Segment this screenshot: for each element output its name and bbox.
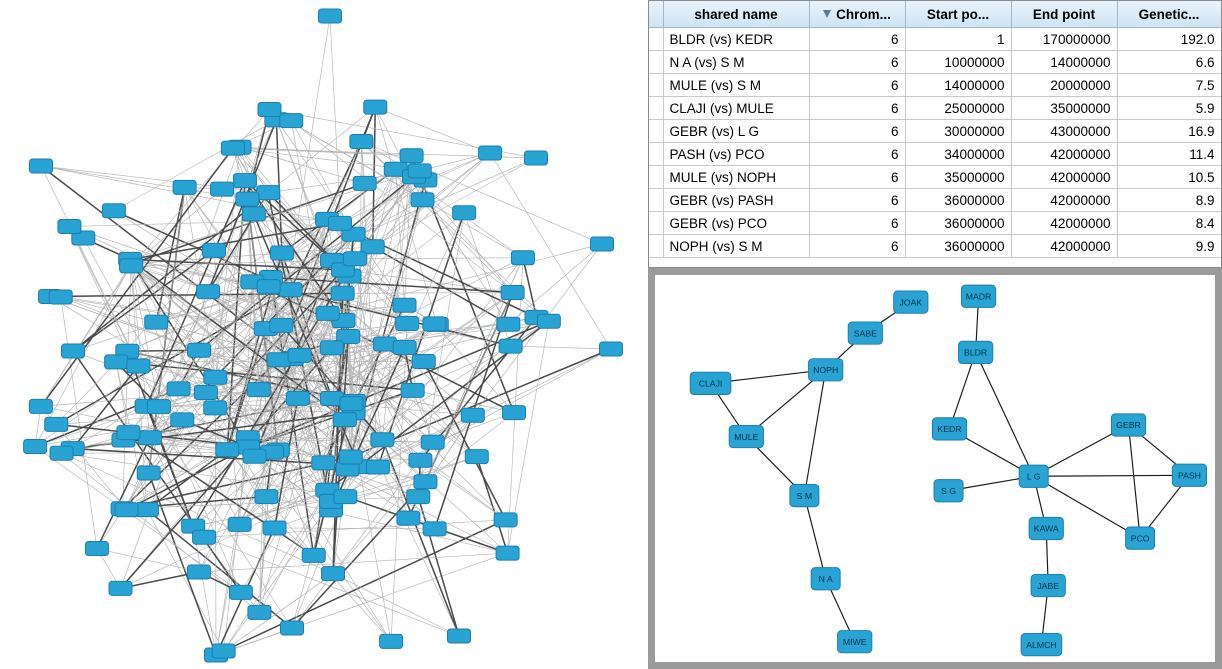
network-node[interactable] [1126, 527, 1155, 549]
cell-chrom[interactable]: 6 [809, 51, 905, 74]
network-node[interactable] [414, 475, 437, 489]
cell-shared-name[interactable]: CLAJI (vs) MULE [663, 97, 809, 120]
network-node[interactable] [221, 141, 244, 155]
network-node[interactable] [331, 286, 354, 300]
network-node[interactable] [173, 180, 196, 194]
network-node[interactable] [461, 408, 484, 422]
network-node[interactable] [49, 290, 72, 304]
cell-end-point[interactable]: 20000000 [1011, 74, 1117, 97]
cell-chrom[interactable]: 6 [809, 166, 905, 189]
network-node[interactable] [501, 286, 524, 300]
network-node[interactable] [1172, 464, 1206, 486]
network-node-label: S G [941, 486, 957, 497]
cell-shared-name[interactable]: GEBR (vs) L G [663, 120, 809, 143]
network-node[interactable] [350, 135, 373, 149]
row-handle[interactable] [649, 97, 663, 120]
network-node[interactable] [171, 413, 194, 427]
network-node[interactable] [320, 341, 343, 355]
network-node[interactable] [496, 546, 519, 560]
network-node[interactable] [258, 103, 281, 117]
network-node[interactable] [29, 399, 52, 413]
cell-shared-name[interactable]: GEBR (vs) PCO [663, 212, 809, 235]
network-node[interactable] [236, 192, 259, 206]
network-node[interactable] [24, 440, 47, 454]
cell-chrom[interactable]: 6 [809, 74, 905, 97]
column-header-genetic-label: Genetic... [1138, 6, 1200, 22]
network-node-label: NOPH [813, 365, 839, 376]
network-node[interactable] [423, 317, 446, 331]
network-node[interactable] [228, 517, 251, 531]
network-node[interactable] [340, 397, 363, 411]
network-node[interactable] [407, 490, 430, 504]
network-node[interactable] [401, 383, 424, 397]
cell-shared-name[interactable]: N A (vs) S M [663, 51, 809, 74]
network-node[interactable] [497, 317, 520, 331]
network-node[interactable] [270, 246, 293, 260]
network-node[interactable] [537, 314, 560, 328]
table-row[interactable] [649, 97, 1221, 120]
cell-genetic[interactable]: 5.9 [1117, 97, 1221, 120]
network-node[interactable] [279, 283, 302, 297]
network-node[interactable] [138, 431, 161, 445]
column-header-chrom[interactable] [809, 1, 905, 28]
network-node[interactable] [127, 359, 150, 373]
cell-chrom[interactable]: 6 [809, 28, 905, 51]
network-node[interactable] [288, 348, 311, 362]
network-node[interactable] [408, 164, 431, 178]
network-node-label: KEDR [937, 424, 962, 435]
network-node[interactable] [187, 565, 210, 579]
network-node[interactable] [371, 433, 394, 447]
cell-shared-name[interactable]: NOPH (vs) S M [663, 235, 809, 258]
network-node[interactable] [339, 450, 362, 464]
network-node[interactable] [248, 605, 271, 619]
network-node[interactable] [894, 291, 928, 313]
cell-start-point[interactable]: 10000000 [905, 51, 1011, 74]
cell-genetic[interactable]: 192.0 [1117, 28, 1221, 51]
table-corner-cell[interactable] [649, 1, 663, 28]
network-node[interactable] [412, 354, 435, 368]
right-column [648, 0, 1222, 669]
network-node-label: MULE [734, 431, 759, 442]
network-node[interactable] [1029, 517, 1063, 539]
network-node[interactable] [932, 418, 966, 440]
network-node[interactable] [961, 285, 995, 307]
cell-chrom[interactable]: 6 [809, 120, 905, 143]
network-node[interactable] [312, 456, 335, 470]
network-node-label: MIWE [842, 636, 867, 647]
network-node[interactable] [1019, 465, 1048, 487]
cell-genetic[interactable]: 11.4 [1117, 143, 1221, 166]
cell-start-point[interactable]: 30000000 [905, 120, 1011, 143]
cell-genetic[interactable]: 9.9 [1117, 235, 1221, 258]
network-node[interactable] [243, 449, 266, 463]
cell-end-point[interactable]: 42000000 [1011, 235, 1117, 258]
network-edge[interactable] [804, 496, 825, 579]
row-handle[interactable] [649, 189, 663, 212]
network-node-label: ALMCH [1026, 639, 1057, 650]
cell-shared-name[interactable]: PASH (vs) PCO [663, 143, 809, 166]
cell-start-point[interactable]: 36000000 [905, 212, 1011, 235]
network-node[interactable] [270, 318, 293, 332]
network-edge[interactable] [97, 438, 150, 549]
table-row[interactable] [649, 120, 1221, 143]
table-row[interactable] [649, 212, 1221, 235]
cell-chrom[interactable]: 6 [809, 97, 905, 120]
network-edge[interactable] [355, 258, 523, 259]
network-node[interactable] [197, 285, 220, 299]
network-node[interactable] [790, 484, 819, 506]
network-node[interactable] [257, 186, 280, 200]
network-node[interactable] [211, 182, 234, 196]
network-node[interactable] [848, 322, 882, 344]
network-node[interactable] [366, 460, 389, 474]
cell-start-point[interactable]: 25000000 [905, 97, 1011, 120]
network-node[interactable] [286, 391, 309, 405]
column-header-genetic[interactable] [1117, 1, 1221, 28]
network-node[interactable] [343, 252, 366, 266]
network-node[interactable] [411, 193, 434, 207]
cell-chrom[interactable]: 6 [809, 189, 905, 212]
network-edge[interactable] [523, 258, 537, 318]
cell-chrom[interactable]: 6 [809, 143, 905, 166]
network-node[interactable] [117, 426, 140, 440]
cell-end-point[interactable]: 43000000 [1011, 120, 1117, 143]
row-handle[interactable] [649, 212, 663, 235]
network-edge[interactable] [375, 107, 490, 153]
cell-shared-name[interactable]: MULE (vs) S M [663, 74, 809, 97]
network-node[interactable] [167, 382, 190, 396]
cell-chrom[interactable]: 6 [809, 212, 905, 235]
network-node-label: BLDR [964, 347, 988, 358]
network-node-label: JOAK [899, 297, 923, 308]
network-node[interactable] [316, 306, 339, 320]
network-node[interactable] [333, 413, 356, 427]
network-node[interactable] [479, 146, 502, 160]
network-node-label: PASH [1177, 470, 1201, 481]
network-node[interactable] [30, 159, 53, 173]
network-node[interactable] [453, 206, 476, 220]
network-node[interactable] [838, 631, 872, 653]
table-row[interactable] [649, 235, 1221, 258]
cell-genetic[interactable]: 16.9 [1117, 120, 1221, 143]
network-node-label: MADR [965, 291, 992, 302]
row-handle[interactable] [649, 120, 663, 143]
network-node[interactable] [193, 530, 216, 544]
cell-end-point[interactable]: 14000000 [1011, 51, 1117, 74]
network-node[interactable] [364, 100, 387, 114]
column-header-shared-name[interactable] [663, 1, 809, 28]
table-row[interactable] [649, 28, 1221, 51]
row-handle[interactable] [649, 74, 663, 97]
network-node[interactable] [525, 151, 548, 165]
network-node[interactable] [353, 176, 376, 190]
network-node-label: S M [796, 490, 813, 501]
network-node[interactable] [147, 400, 170, 414]
network-node[interactable] [135, 503, 158, 517]
network-edge[interactable] [1129, 425, 1141, 538]
network-node[interactable] [233, 174, 256, 188]
network-node[interactable] [511, 251, 534, 265]
network-edge[interactable] [193, 526, 216, 655]
network-node[interactable] [280, 114, 303, 128]
network-node[interactable] [58, 220, 81, 234]
row-handle[interactable] [649, 235, 663, 258]
network-node[interactable] [423, 522, 446, 536]
row-handle[interactable] [649, 51, 663, 74]
row-handle[interactable] [649, 28, 663, 51]
network-node[interactable] [188, 343, 211, 357]
row-handle[interactable] [649, 143, 663, 166]
cell-start-point[interactable]: 14000000 [905, 74, 1011, 97]
network-node[interactable] [499, 339, 522, 353]
network-edge[interactable] [343, 293, 513, 294]
network-node[interactable] [102, 204, 125, 218]
network-node[interactable] [396, 316, 419, 330]
network-node[interactable] [400, 149, 423, 163]
network-node[interactable] [194, 385, 217, 399]
cell-genetic[interactable]: 10.5 [1117, 166, 1221, 189]
network-node[interactable] [380, 634, 403, 648]
network-node[interactable] [247, 383, 270, 397]
network-edge[interactable] [149, 473, 216, 655]
table-row[interactable] [649, 74, 1221, 97]
network-node[interactable] [421, 435, 444, 449]
network-node[interactable] [448, 629, 471, 643]
table-header-row [649, 1, 1221, 28]
network-small-canvas[interactable] [655, 275, 1215, 662]
network-node[interactable] [502, 406, 525, 420]
network-node[interactable] [397, 511, 420, 525]
row-handle[interactable] [649, 166, 663, 189]
network-node[interactable] [120, 259, 143, 273]
network-node-label: SABE [853, 328, 877, 339]
results-table[interactable] [649, 1, 1222, 258]
cell-shared-name[interactable]: GEBR (vs) PASH [663, 189, 809, 212]
network-node[interactable] [811, 568, 840, 590]
network-node[interactable] [393, 340, 416, 354]
network-node-label: N A [818, 574, 833, 585]
network-node[interactable] [115, 503, 138, 517]
network-node[interactable] [729, 425, 763, 447]
network-node[interactable] [137, 466, 160, 480]
network-node-label: L G [1026, 471, 1041, 482]
cell-genetic[interactable]: 6.6 [1117, 51, 1221, 74]
cell-end-point[interactable]: 42000000 [1011, 143, 1117, 166]
cell-genetic[interactable]: 8.4 [1117, 212, 1221, 235]
network-node[interactable] [809, 359, 843, 381]
network-node[interactable] [62, 344, 85, 358]
column-header-end-point-label: End point [1032, 6, 1096, 22]
column-header-chrom-label: Chrom... [836, 6, 891, 22]
network-node[interactable] [934, 480, 963, 502]
network-edge[interactable] [413, 390, 433, 442]
network-edge[interactable] [976, 352, 1034, 476]
column-header-end-point[interactable] [1011, 1, 1117, 28]
cell-chrom[interactable]: 6 [809, 235, 905, 258]
network-node[interactable] [494, 513, 517, 527]
cell-genetic[interactable]: 8.9 [1117, 189, 1221, 212]
network-node[interactable] [465, 450, 488, 464]
network-node[interactable] [216, 443, 239, 457]
cell-end-point[interactable]: 42000000 [1011, 212, 1117, 235]
network-node[interactable] [204, 370, 227, 384]
cell-end-point[interactable]: 42000000 [1011, 166, 1117, 189]
network-node[interactable] [105, 355, 128, 369]
column-header-start-point[interactable] [905, 1, 1011, 28]
table-row[interactable] [649, 51, 1221, 74]
column-header-start-point-label: Start po... [926, 6, 990, 22]
table-body[interactable] [649, 28, 1221, 258]
network-node-label: PCO [1130, 533, 1150, 544]
network-node-label: KAWA [1033, 523, 1059, 534]
network-view-small-panel[interactable] [648, 268, 1222, 669]
cell-start-point[interactable]: 36000000 [905, 189, 1011, 212]
network-node[interactable] [302, 548, 325, 562]
network-node[interactable] [45, 417, 68, 431]
network-node[interactable] [229, 585, 252, 599]
network-edge[interactable] [477, 457, 508, 553]
table-row[interactable] [649, 189, 1221, 212]
network-edge[interactable] [382, 440, 459, 636]
network-node-label: CLAJI [698, 378, 723, 389]
network-node[interactable] [591, 237, 614, 251]
network-node[interactable] [409, 453, 432, 467]
column-header-shared-name-label: shared name [694, 6, 778, 22]
network-node[interactable] [334, 490, 357, 504]
edge-layer [711, 296, 1190, 644]
network-node[interactable] [393, 298, 416, 312]
network-node[interactable] [242, 207, 265, 221]
network-node[interactable] [109, 581, 132, 595]
network-node-label: JABE [1037, 580, 1060, 591]
cell-start-point[interactable]: 36000000 [905, 235, 1011, 258]
network-node[interactable] [1021, 633, 1062, 655]
node-layer [690, 285, 1206, 656]
table-row[interactable] [649, 143, 1221, 166]
cell-shared-name[interactable]: BLDR (vs) KEDR [663, 28, 809, 51]
results-table-panel[interactable] [648, 0, 1222, 268]
network-node[interactable] [319, 9, 342, 23]
network-node[interactable] [600, 342, 623, 356]
cell-end-point[interactable]: 42000000 [1011, 189, 1117, 212]
network-node[interactable] [255, 490, 278, 504]
cell-end-point[interactable]: 170000000 [1011, 28, 1117, 51]
cell-end-point[interactable]: 35000000 [1011, 97, 1117, 120]
cell-shared-name[interactable]: MULE (vs) NOPH [663, 166, 809, 189]
network-edge[interactable] [333, 574, 459, 636]
network-node[interactable] [267, 353, 290, 367]
network-node[interactable] [1111, 414, 1145, 436]
network-node[interactable] [959, 341, 993, 363]
network-node[interactable] [690, 372, 731, 394]
table-row[interactable] [649, 166, 1221, 189]
network-node-label: GEBR [1116, 420, 1141, 431]
network-edge[interactable] [511, 346, 611, 349]
filter-icon[interactable] [823, 10, 832, 19]
network-node[interactable] [322, 567, 345, 581]
network-node[interactable] [1031, 574, 1065, 596]
network-node[interactable] [263, 521, 286, 535]
network-node[interactable] [257, 280, 280, 294]
network-node[interactable] [281, 621, 304, 635]
network-node[interactable] [50, 446, 73, 460]
cell-start-point[interactable]: 1 [905, 28, 1011, 51]
network-node[interactable] [328, 216, 351, 230]
network-edge[interactable] [804, 370, 825, 496]
cell-start-point[interactable]: 34000000 [905, 143, 1011, 166]
network-node[interactable] [212, 644, 235, 658]
cell-genetic[interactable]: 7.5 [1117, 74, 1221, 97]
network-edge[interactable] [1034, 475, 1190, 476]
network-node[interactable] [202, 243, 225, 257]
cell-start-point[interactable]: 35000000 [905, 166, 1011, 189]
network-node[interactable] [204, 401, 227, 415]
network-node[interactable] [145, 315, 168, 329]
network-node[interactable] [85, 542, 108, 556]
